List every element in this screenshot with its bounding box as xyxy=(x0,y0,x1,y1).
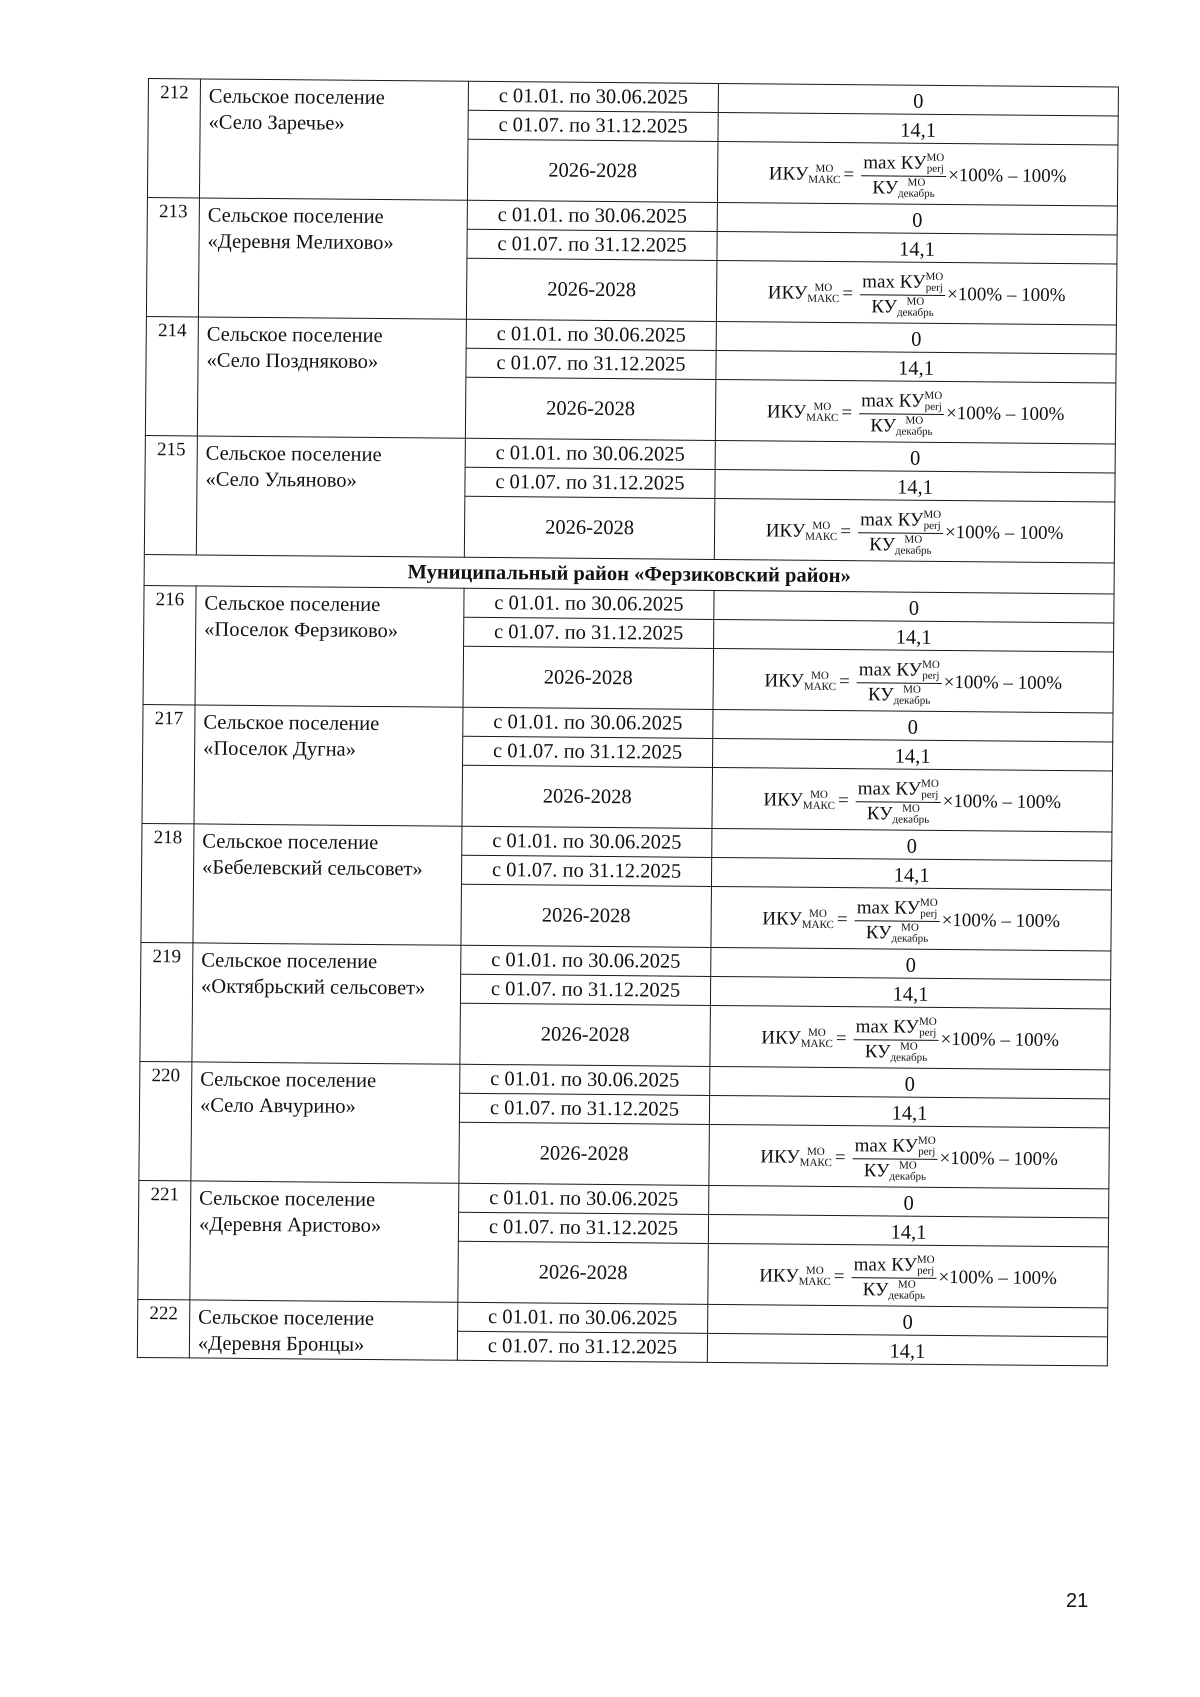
formula-den-main: КУ xyxy=(866,802,893,825)
formula-lhs-scripts xyxy=(799,1266,831,1288)
formula-num-scripts xyxy=(922,659,940,681)
value-h2: 14,1 xyxy=(708,1214,1108,1246)
formula-fraction xyxy=(855,778,940,826)
formula-lhs-sup: МО xyxy=(814,281,833,294)
index-formula xyxy=(762,896,1060,946)
row-number: 219 xyxy=(140,942,193,1061)
settlement-title: «Поселок Ферзиково» xyxy=(204,618,399,643)
formula-den-sub: декабрь xyxy=(896,306,934,319)
formula-num-scripts xyxy=(918,1135,936,1157)
period-h1: с 01.01. по 30.06.2025 xyxy=(466,319,716,350)
formula-tail: ×100% – 100% xyxy=(946,283,1066,307)
index-formula xyxy=(768,270,1066,320)
period-h2: с 01.07. по 31.12.2025 xyxy=(468,110,718,141)
period-h2: с 01.07. по 31.12.2025 xyxy=(460,974,710,1005)
settlement-name xyxy=(192,943,461,1064)
value-h1: 0 xyxy=(716,321,1116,353)
formula-den-scripts xyxy=(894,684,931,706)
value-h1: 0 xyxy=(715,440,1115,472)
formula-den-sub: декабрь xyxy=(888,1289,926,1302)
formula-num-main: max КУ xyxy=(862,270,926,293)
value-formula xyxy=(711,886,1112,950)
row-number: 215 xyxy=(144,435,197,554)
formula-num-main: max КУ xyxy=(856,896,921,919)
formula-equals: = xyxy=(838,671,850,693)
formula-numerator xyxy=(860,271,945,296)
period-h1: с 01.01. по 30.06.2025 xyxy=(464,588,714,619)
period-h1: с 01.01. по 30.06.2025 xyxy=(458,1302,708,1333)
value-h1: 0 xyxy=(708,1304,1108,1336)
formula-tail: ×100% – 100% xyxy=(939,1147,1059,1170)
period-h1: с 01.01. по 30.06.2025 xyxy=(468,81,718,112)
formula-lhs-sup: МО xyxy=(805,1264,824,1277)
period-years: 2026-2028 xyxy=(458,1241,709,1304)
value-h1: 0 xyxy=(710,1066,1110,1098)
formula-num-sup: МО xyxy=(926,151,945,164)
period-years: 2026-2028 xyxy=(460,1003,711,1066)
formula-den-scripts xyxy=(891,922,928,944)
formula-equals: = xyxy=(836,909,848,931)
formula-num-sub: perj xyxy=(925,281,943,294)
value-h2: 14,1 xyxy=(710,976,1110,1008)
index-formula xyxy=(761,1015,1059,1065)
value-h2: 14,1 xyxy=(715,469,1115,501)
value-h2: 14,1 xyxy=(707,1333,1107,1365)
formula-equals: = xyxy=(835,1028,847,1050)
formula-lhs: ИКУ xyxy=(765,520,806,542)
formula-num-sub: perj xyxy=(918,1145,936,1158)
formula-lhs-sup: МО xyxy=(806,1145,825,1158)
value-h2: 14,1 xyxy=(709,1095,1109,1127)
settlement-name xyxy=(193,824,462,945)
formula-lhs-sub: МАКС xyxy=(802,799,835,813)
formula-num-sup: МО xyxy=(922,658,940,671)
formula-den-sub: декабрь xyxy=(893,694,931,707)
formula-num-scripts xyxy=(920,897,938,919)
row-number: 218 xyxy=(141,823,194,942)
formula-num-scripts xyxy=(926,152,944,174)
formula-num-scripts xyxy=(924,390,942,412)
formula-lhs-sup: МО xyxy=(809,907,827,920)
settlement-name xyxy=(194,705,463,826)
formula-denominator xyxy=(870,414,933,438)
formula-num-main: max КУ xyxy=(855,1015,920,1038)
formula-den-scripts xyxy=(896,415,933,437)
formula-lhs-scripts xyxy=(802,909,834,931)
period-h1: с 01.01. по 30.06.2025 xyxy=(461,945,711,976)
formula-numerator xyxy=(857,659,942,684)
formula-numerator xyxy=(853,1135,938,1160)
formula-denominator xyxy=(872,176,935,200)
formula-denominator xyxy=(864,1159,927,1183)
settlement-type: Сельское поселение xyxy=(208,85,385,110)
formula-num-sub: perj xyxy=(922,669,940,682)
tariff-table xyxy=(137,78,1119,1366)
formula-den-sup: МО xyxy=(904,533,923,546)
period-h2: с 01.07. по 31.12.2025 xyxy=(459,1093,709,1124)
formula-lhs-sup: МО xyxy=(807,1026,826,1039)
formula-den-main: КУ xyxy=(864,1040,891,1063)
formula-lhs-sub: МАКС xyxy=(800,1037,833,1051)
settlement-name xyxy=(199,79,468,200)
formula-equals: = xyxy=(840,521,852,543)
period-h2: с 01.07. по 31.12.2025 xyxy=(458,1212,708,1243)
formula-numerator xyxy=(859,390,944,415)
formula-lhs-scripts xyxy=(806,402,838,424)
page-number: 21 xyxy=(1066,1590,1089,1612)
row-number: 212 xyxy=(147,79,200,198)
settlement-type: Сельское поселение xyxy=(202,830,379,855)
formula-lhs: ИКУ xyxy=(760,1146,800,1168)
formula-den-main: КУ xyxy=(865,921,892,944)
formula-lhs-sub: МАКС xyxy=(805,530,838,544)
formula-lhs-sup: МО xyxy=(812,519,831,532)
formula-fraction xyxy=(851,1254,936,1302)
formula-equals: = xyxy=(842,283,854,305)
formula-num-sup: МО xyxy=(924,389,943,402)
formula-num-main: max КУ xyxy=(863,151,927,174)
formula-equals: = xyxy=(837,790,849,812)
period-h1: с 01.01. по 30.06.2025 xyxy=(463,707,713,738)
settlement-type: Сельское поселение xyxy=(198,1306,375,1331)
period-years: 2026-2028 xyxy=(464,496,715,559)
formula-den-sub: декабрь xyxy=(895,425,933,438)
formula-tail: ×100% – 100% xyxy=(943,671,1063,694)
formula-den-scripts xyxy=(889,1160,926,1182)
settlement-title: «Октябрьский сельсовет» xyxy=(200,975,426,1000)
formula-fraction xyxy=(859,390,944,438)
formula-num-sup: МО xyxy=(917,1134,936,1147)
formula-fraction xyxy=(852,1135,937,1183)
formula-lhs-scripts xyxy=(800,1147,832,1169)
formula-num-scripts xyxy=(921,778,939,800)
formula-num-main: max КУ xyxy=(860,508,924,531)
formula-den-sup: МО xyxy=(897,1278,916,1291)
value-h1: 0 xyxy=(714,590,1114,622)
formula-num-sub: perj xyxy=(920,907,938,920)
formula-den-main: КУ xyxy=(869,533,896,556)
row-number: 214 xyxy=(145,316,198,435)
settlement-type: Сельское поселение xyxy=(206,323,383,348)
period-h2: с 01.07. по 31.12.2025 xyxy=(466,348,716,379)
row-number: 213 xyxy=(146,197,199,316)
settlement-type: Сельское поселение xyxy=(203,711,380,736)
formula-denominator xyxy=(868,683,931,707)
formula-lhs-sub: МАКС xyxy=(808,173,841,187)
formula-num-main: max КУ xyxy=(853,1253,917,1276)
value-h1: 0 xyxy=(713,709,1113,741)
formula-lhs: ИКУ xyxy=(759,1265,799,1287)
formula-tail: ×100% – 100% xyxy=(941,909,1061,932)
formula-numerator xyxy=(861,152,946,177)
index-formula xyxy=(764,658,1062,708)
formula-den-sup: МО xyxy=(906,295,925,308)
document-page xyxy=(135,78,1117,1522)
formula-lhs: ИКУ xyxy=(763,789,803,811)
formula-lhs: ИКУ xyxy=(761,1027,801,1049)
value-formula xyxy=(709,1124,1110,1188)
formula-lhs: ИКУ xyxy=(767,282,808,304)
value-h2: 14,1 xyxy=(711,857,1111,889)
formula-num-sub: perj xyxy=(926,162,944,175)
value-h1: 0 xyxy=(711,947,1111,979)
value-formula xyxy=(716,260,1117,324)
period-h1: с 01.01. по 30.06.2025 xyxy=(459,1183,709,1214)
formula-tail: ×100% – 100% xyxy=(940,1028,1060,1051)
formula-num-scripts xyxy=(925,271,943,293)
formula-denominator xyxy=(869,533,932,557)
value-h1: 0 xyxy=(717,202,1117,234)
index-formula xyxy=(763,777,1061,827)
formula-num-sub: perj xyxy=(924,400,942,413)
formula-den-sup: МО xyxy=(907,176,926,189)
formula-lhs: ИКУ xyxy=(764,670,804,692)
settlement-name xyxy=(197,317,466,438)
formula-den-sup: МО xyxy=(902,802,920,815)
formula-num-sup: МО xyxy=(921,777,939,790)
formula-equals: = xyxy=(841,402,853,424)
formula-tail: ×100% – 100% xyxy=(948,164,1067,188)
formula-den-main: КУ xyxy=(872,176,899,199)
value-formula xyxy=(710,1005,1111,1069)
formula-equals: = xyxy=(833,1266,845,1288)
formula-lhs-sub: МАКС xyxy=(807,292,840,306)
formula-lhs-sub: МАКС xyxy=(806,411,839,425)
formula-fraction xyxy=(854,897,939,945)
formula-den-main: КУ xyxy=(862,1278,889,1301)
formula-fraction xyxy=(853,1016,938,1064)
value-h2: 14,1 xyxy=(718,112,1118,144)
period-h1: с 01.01. по 30.06.2025 xyxy=(460,1064,710,1095)
formula-lhs-sub: МАКС xyxy=(798,1275,831,1289)
settlement-name xyxy=(190,1181,459,1302)
settlement-type: Сельское поселение xyxy=(199,1187,376,1212)
settlement-name xyxy=(191,1062,460,1183)
settlement-title: «Село Поздняково» xyxy=(206,349,379,374)
period-h2: с 01.07. по 31.12.2025 xyxy=(463,736,713,767)
formula-num-main: max КУ xyxy=(857,777,922,800)
settlement-row xyxy=(148,79,1118,116)
formula-den-sub: декабрь xyxy=(889,1170,927,1183)
formula-den-sub: декабрь xyxy=(894,544,932,557)
formula-lhs-scripts xyxy=(801,1028,833,1050)
formula-lhs-sup: МО xyxy=(815,162,834,175)
formula-fraction xyxy=(860,271,945,319)
settlement-name xyxy=(196,436,465,557)
period-h1: с 01.01. по 30.06.2025 xyxy=(465,438,715,469)
period-h2: с 01.07. по 31.12.2025 xyxy=(465,467,715,498)
formula-den-scripts xyxy=(888,1279,925,1301)
formula-den-main: КУ xyxy=(863,1159,890,1182)
settlement-title: «Деревня Аристово» xyxy=(198,1213,382,1238)
period-years: 2026-2028 xyxy=(463,646,714,709)
settlement-title: «Деревня Бронцы» xyxy=(197,1332,365,1356)
formula-equals: = xyxy=(843,164,855,186)
formula-num-sup: МО xyxy=(919,896,938,909)
period-years: 2026-2028 xyxy=(461,884,712,947)
settlement-title: «Село Заречье» xyxy=(208,111,345,135)
period-years: 2026-2028 xyxy=(459,1122,710,1185)
formula-num-sup: МО xyxy=(923,508,942,521)
period-years: 2026-2028 xyxy=(466,258,717,321)
formula-lhs-scripts xyxy=(808,164,840,186)
formula-num-main: max КУ xyxy=(861,389,925,412)
formula-lhs-sup: МО xyxy=(810,788,828,801)
formula-den-sub: декабрь xyxy=(897,187,935,200)
formula-numerator xyxy=(858,509,943,534)
period-h1: с 01.01. по 30.06.2025 xyxy=(462,826,712,857)
settlement-title: «Бебелевский сельсовет» xyxy=(202,856,423,881)
value-h1: 0 xyxy=(709,1185,1109,1217)
formula-lhs-sub: МАКС xyxy=(803,680,837,694)
formula-tail: ×100% – 100% xyxy=(944,521,1064,545)
formula-den-sub: декабрь xyxy=(891,932,929,945)
formula-lhs: ИКУ xyxy=(768,163,809,185)
value-formula xyxy=(715,379,1116,443)
formula-lhs-sup: МО xyxy=(813,400,832,413)
settlement-title: «Деревня Мелихово» xyxy=(207,230,394,255)
index-formula xyxy=(769,151,1067,201)
settlement-type: Сельское поселение xyxy=(205,442,382,467)
formula-den-scripts xyxy=(897,296,934,318)
value-formula xyxy=(712,767,1113,831)
formula-numerator xyxy=(855,897,940,922)
formula-lhs-sup: МО xyxy=(811,669,829,682)
row-number: 221 xyxy=(138,1180,191,1299)
formula-den-main: КУ xyxy=(870,414,897,437)
formula-denominator xyxy=(867,802,930,826)
formula-den-sub: декабрь xyxy=(890,1051,928,1064)
formula-lhs-scripts xyxy=(803,790,835,812)
value-h1: 0 xyxy=(712,828,1112,860)
formula-num-main: max КУ xyxy=(854,1134,919,1157)
formula-fraction xyxy=(858,509,943,557)
formula-equals: = xyxy=(834,1147,846,1169)
settlement-type: Сельское поселение xyxy=(201,949,378,974)
formula-den-sup: МО xyxy=(901,921,919,934)
formula-tail: ×100% – 100% xyxy=(938,1266,1057,1289)
formula-lhs: ИКУ xyxy=(766,401,807,423)
formula-den-sup: МО xyxy=(905,414,924,427)
row-number: 217 xyxy=(142,704,195,823)
formula-numerator xyxy=(856,778,941,803)
formula-tail: ×100% – 100% xyxy=(945,402,1065,426)
index-formula xyxy=(760,1134,1058,1184)
formula-denominator xyxy=(865,1040,928,1064)
period-h2: с 01.07. по 31.12.2025 xyxy=(461,855,711,886)
value-formula xyxy=(717,141,1118,205)
formula-denominator xyxy=(863,1278,926,1302)
formula-numerator xyxy=(852,1254,937,1279)
formula-den-main: КУ xyxy=(867,683,894,706)
period-years: 2026-2028 xyxy=(462,765,713,828)
index-formula xyxy=(759,1253,1057,1303)
value-formula xyxy=(713,648,1114,712)
formula-den-sup: МО xyxy=(903,683,921,696)
formula-den-sup: МО xyxy=(898,1159,917,1172)
period-years: 2026-2028 xyxy=(467,139,718,202)
formula-den-scripts xyxy=(895,534,932,556)
row-number: 220 xyxy=(139,1061,192,1180)
formula-numerator xyxy=(854,1016,939,1041)
formula-den-sup: МО xyxy=(899,1040,918,1053)
formula-den-scripts xyxy=(893,803,930,825)
settlement-title: «Село Ульяново» xyxy=(205,468,357,492)
value-h1: 0 xyxy=(718,83,1118,115)
formula-num-scripts xyxy=(919,1016,937,1038)
settlement-type: Сельское поселение xyxy=(200,1068,377,1093)
formula-denominator xyxy=(866,921,929,945)
formula-lhs-scripts xyxy=(807,283,839,305)
row-number: 222 xyxy=(137,1299,190,1357)
formula-lhs-scripts xyxy=(805,521,837,543)
value-h2: 14,1 xyxy=(713,738,1113,770)
index-formula xyxy=(766,508,1064,558)
formula-den-sub: декабрь xyxy=(892,813,930,826)
value-h2: 14,1 xyxy=(717,231,1117,263)
settlement-name xyxy=(189,1300,457,1360)
settlement-name xyxy=(195,586,464,707)
value-h2: 14,1 xyxy=(716,350,1116,382)
period-h2: с 01.07. по 31.12.2025 xyxy=(467,229,717,260)
formula-num-sub: perj xyxy=(921,788,939,801)
formula-den-main: КУ xyxy=(871,295,898,318)
formula-num-scripts xyxy=(917,1254,935,1276)
period-years: 2026-2028 xyxy=(465,377,716,440)
formula-lhs-sub: МАКС xyxy=(801,918,834,932)
formula-num-sup: МО xyxy=(916,1253,935,1266)
settlement-title: «Село Авчурино» xyxy=(199,1094,356,1118)
settlement-type: Сельское поселение xyxy=(207,204,384,229)
formula-num-sup: МО xyxy=(925,270,944,283)
formula-den-scripts xyxy=(898,177,935,199)
table-body-before xyxy=(144,79,1118,563)
district-heading: Муниципальный район «Ферзиковский район» xyxy=(144,554,1114,593)
formula-fraction xyxy=(857,659,942,707)
period-h1: с 01.01. по 30.06.2025 xyxy=(467,200,717,231)
settlement-title: «Поселок Дугна» xyxy=(203,737,357,761)
period-h2: с 01.07. по 31.12.2025 xyxy=(464,617,714,648)
formula-denominator xyxy=(871,295,934,319)
formula-lhs-sub: МАКС xyxy=(799,1156,832,1170)
row-number: 216 xyxy=(143,585,196,704)
formula-lhs-scripts xyxy=(804,671,836,693)
formula-num-sup: МО xyxy=(918,1015,937,1028)
value-formula xyxy=(708,1243,1109,1307)
value-h2: 14,1 xyxy=(714,619,1114,651)
formula-lhs: ИКУ xyxy=(762,908,802,930)
formula-tail: ×100% – 100% xyxy=(942,790,1062,813)
formula-num-scripts xyxy=(923,509,941,531)
table-body-after xyxy=(137,585,1114,1365)
formula-num-sub: perj xyxy=(917,1264,935,1277)
formula-num-sub: perj xyxy=(923,519,941,532)
formula-den-scripts xyxy=(890,1041,927,1063)
settlement-type: Сельское поселение xyxy=(204,592,381,617)
value-formula xyxy=(714,498,1115,562)
formula-fraction xyxy=(861,152,946,200)
settlement-name xyxy=(198,198,467,319)
formula-num-sub: perj xyxy=(919,1026,937,1039)
index-formula xyxy=(767,389,1065,439)
formula-num-main: max КУ xyxy=(858,658,923,681)
period-h2: с 01.07. по 31.12.2025 xyxy=(457,1331,707,1362)
